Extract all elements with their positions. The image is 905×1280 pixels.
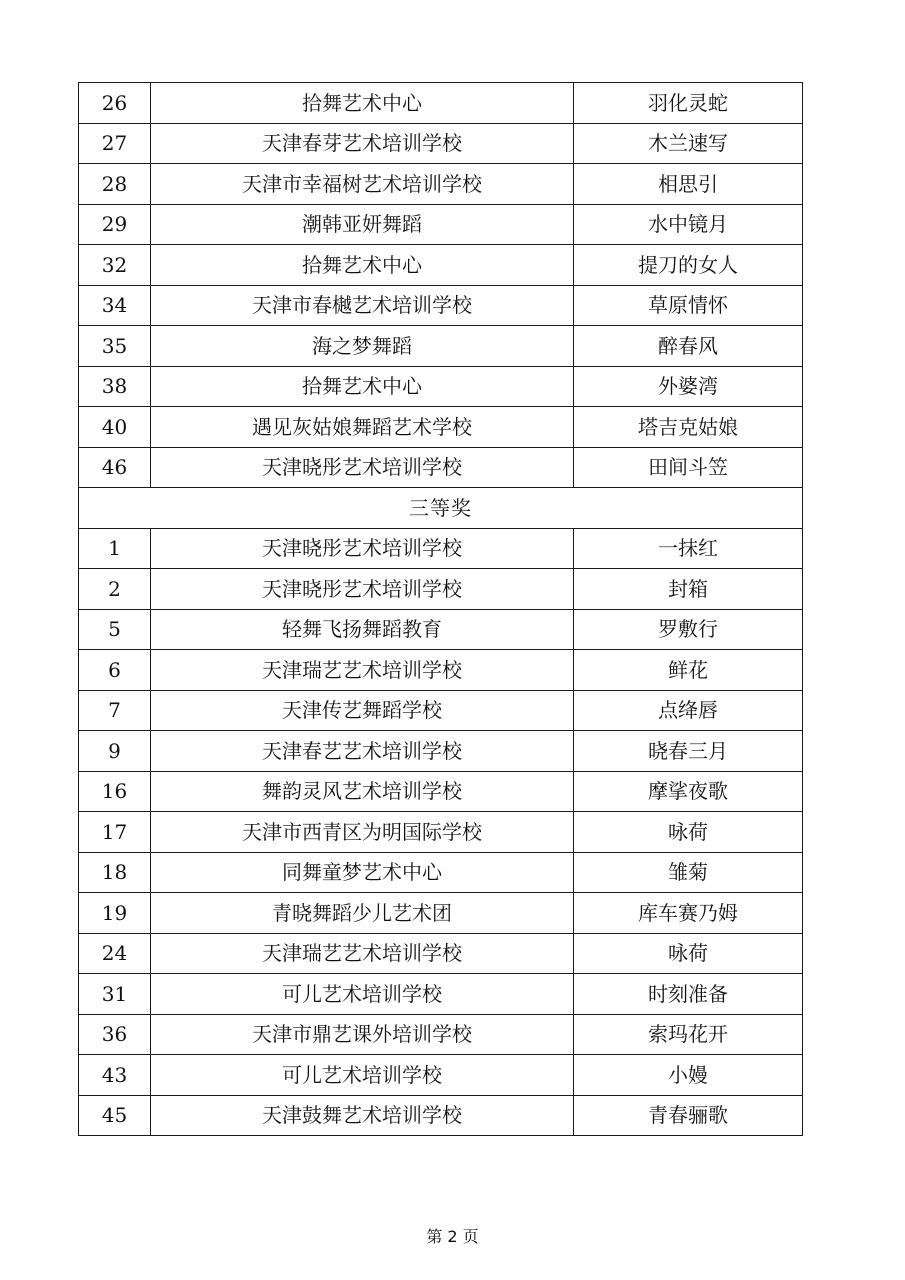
table-row bbox=[79, 407, 803, 448]
organization-cell: 天津瑞艺艺术培训学校 bbox=[151, 650, 574, 691]
table-row bbox=[79, 974, 803, 1015]
work-title-cell: 草原情怀 bbox=[574, 285, 803, 326]
entry-number-cell: 16 bbox=[79, 771, 151, 812]
awards-table bbox=[78, 82, 803, 1136]
work-title-cell: 木兰速写 bbox=[574, 123, 803, 164]
work-title-cell: 库车赛乃姆 bbox=[574, 893, 803, 934]
table-row bbox=[79, 933, 803, 974]
entry-number-cell: 34 bbox=[79, 285, 151, 326]
work-title-cell: 咏荷 bbox=[574, 812, 803, 853]
entry-number-cell: 40 bbox=[79, 407, 151, 448]
work-title-cell: 青春骊歌 bbox=[574, 1095, 803, 1136]
organization-cell: 天津市春樾艺术培训学校 bbox=[151, 285, 574, 326]
work-title-cell: 水中镜月 bbox=[574, 204, 803, 245]
organization-cell: 天津春芽艺术培训学校 bbox=[151, 123, 574, 164]
entry-number-cell: 9 bbox=[79, 731, 151, 772]
work-title-cell: 摩挲夜歌 bbox=[574, 771, 803, 812]
work-title-cell: 鲜花 bbox=[574, 650, 803, 691]
organization-cell: 可儿艺术培训学校 bbox=[151, 974, 574, 1015]
organization-cell: 天津市西青区为明国际学校 bbox=[151, 812, 574, 853]
table-row bbox=[79, 852, 803, 893]
table-row bbox=[79, 164, 803, 205]
table-row bbox=[79, 1095, 803, 1136]
entry-number-cell: 46 bbox=[79, 447, 151, 488]
table-row bbox=[79, 609, 803, 650]
work-title-cell: 罗敷行 bbox=[574, 609, 803, 650]
entry-number-cell: 45 bbox=[79, 1095, 151, 1136]
section-title-third-prize: 三等奖 bbox=[79, 488, 803, 529]
work-title-cell: 索玛花开 bbox=[574, 1014, 803, 1055]
organization-cell: 潮韩亚妍舞蹈 bbox=[151, 204, 574, 245]
organization-cell: 天津市鼎艺课外培训学校 bbox=[151, 1014, 574, 1055]
table-row bbox=[79, 771, 803, 812]
organization-cell: 天津传艺舞蹈学校 bbox=[151, 690, 574, 731]
organization-cell: 海之梦舞蹈 bbox=[151, 326, 574, 367]
organization-cell: 拾舞艺术中心 bbox=[151, 366, 574, 407]
work-title-cell: 塔吉克姑娘 bbox=[574, 407, 803, 448]
entry-number-cell: 32 bbox=[79, 245, 151, 286]
awards-table-body bbox=[79, 83, 803, 1136]
organization-cell: 拾舞艺术中心 bbox=[151, 245, 574, 286]
work-title-cell: 点绛唇 bbox=[574, 690, 803, 731]
entry-number-cell: 29 bbox=[79, 204, 151, 245]
work-title-cell: 相思引 bbox=[574, 164, 803, 205]
work-title-cell: 咏荷 bbox=[574, 933, 803, 974]
table-row bbox=[79, 447, 803, 488]
table-row bbox=[79, 528, 803, 569]
table-row bbox=[79, 690, 803, 731]
organization-cell: 舞韵灵风艺术培训学校 bbox=[151, 771, 574, 812]
work-title-cell: 雏菊 bbox=[574, 852, 803, 893]
table-row bbox=[79, 1014, 803, 1055]
table-row bbox=[79, 285, 803, 326]
entry-number-cell: 1 bbox=[79, 528, 151, 569]
entry-number-cell: 7 bbox=[79, 690, 151, 731]
entry-number-cell: 27 bbox=[79, 123, 151, 164]
work-title-cell: 外婆湾 bbox=[574, 366, 803, 407]
page-number: 第 2 页 bbox=[426, 1227, 479, 1246]
table-row bbox=[79, 731, 803, 772]
organization-cell: 青晓舞蹈少儿艺术团 bbox=[151, 893, 574, 934]
organization-cell: 可儿艺术培训学校 bbox=[151, 1055, 574, 1096]
entry-number-cell: 35 bbox=[79, 326, 151, 367]
table-row bbox=[79, 245, 803, 286]
organization-cell: 天津晓彤艺术培训学校 bbox=[151, 447, 574, 488]
organization-cell: 轻舞飞扬舞蹈教育 bbox=[151, 609, 574, 650]
table-row bbox=[79, 569, 803, 610]
organization-cell: 天津春艺艺术培训学校 bbox=[151, 731, 574, 772]
entry-number-cell: 31 bbox=[79, 974, 151, 1015]
entry-number-cell: 17 bbox=[79, 812, 151, 853]
table-row bbox=[79, 1055, 803, 1096]
work-title-cell: 晓春三月 bbox=[574, 731, 803, 772]
table-row bbox=[79, 123, 803, 164]
entry-number-cell: 36 bbox=[79, 1014, 151, 1055]
organization-cell: 天津市幸福树艺术培训学校 bbox=[151, 164, 574, 205]
table-row bbox=[79, 326, 803, 367]
table-row bbox=[79, 204, 803, 245]
entry-number-cell: 2 bbox=[79, 569, 151, 610]
entry-number-cell: 43 bbox=[79, 1055, 151, 1096]
organization-cell: 天津瑞艺艺术培训学校 bbox=[151, 933, 574, 974]
work-title-cell: 提刀的女人 bbox=[574, 245, 803, 286]
organization-cell: 天津鼓舞艺术培训学校 bbox=[151, 1095, 574, 1136]
section-header-row bbox=[79, 488, 803, 529]
table-row bbox=[79, 650, 803, 691]
organization-cell: 同舞童梦艺术中心 bbox=[151, 852, 574, 893]
organization-cell: 遇见灰姑娘舞蹈艺术学校 bbox=[151, 407, 574, 448]
table-row bbox=[79, 893, 803, 934]
work-title-cell: 封箱 bbox=[574, 569, 803, 610]
organization-cell: 天津晓彤艺术培训学校 bbox=[151, 569, 574, 610]
organization-cell: 天津晓彤艺术培训学校 bbox=[151, 528, 574, 569]
table-row bbox=[79, 812, 803, 853]
table-row bbox=[79, 366, 803, 407]
work-title-cell: 羽化灵蛇 bbox=[574, 83, 803, 124]
entry-number-cell: 18 bbox=[79, 852, 151, 893]
entry-number-cell: 26 bbox=[79, 83, 151, 124]
entry-number-cell: 6 bbox=[79, 650, 151, 691]
entry-number-cell: 24 bbox=[79, 933, 151, 974]
work-title-cell: 一抹红 bbox=[574, 528, 803, 569]
work-title-cell: 时刻准备 bbox=[574, 974, 803, 1015]
work-title-cell: 醉春风 bbox=[574, 326, 803, 367]
entry-number-cell: 28 bbox=[79, 164, 151, 205]
entry-number-cell: 38 bbox=[79, 366, 151, 407]
work-title-cell: 小嫚 bbox=[574, 1055, 803, 1096]
entry-number-cell: 19 bbox=[79, 893, 151, 934]
table-row bbox=[79, 83, 803, 124]
entry-number-cell: 5 bbox=[79, 609, 151, 650]
organization-cell: 拾舞艺术中心 bbox=[151, 83, 574, 124]
work-title-cell: 田间斗笠 bbox=[574, 447, 803, 488]
